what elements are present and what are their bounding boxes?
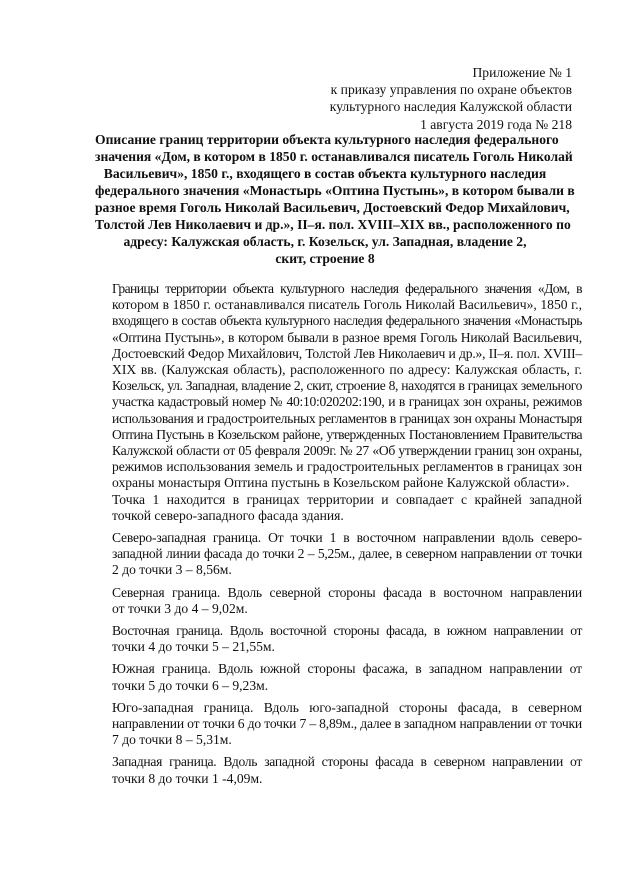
southwest-boundary-paragraph	[82, 700, 582, 749]
intro-paragraph	[82, 281, 582, 492]
west-boundary-paragraph	[82, 754, 582, 786]
appendix-header	[300, 64, 572, 133]
northwest-boundary-paragraph	[82, 530, 582, 579]
text-line: Оптина Пустынь в Козельском районе, утвержденных Постановлением Правительства	[112, 426, 582, 442]
text-line: Калужской области от 05 февраля 2009г. № 27 «Об утверждении границ зон охраны,	[112, 443, 582, 459]
text-line: Юго-западная граница. Вдоль юго-западной стороны фасада, в северном	[112, 699, 582, 715]
text-line: от точки 3 до 4 – 9,02м.	[112, 600, 248, 616]
text-line: Достоевский Федор Михайлович, Толстой Лев Николаевич и др.», II–я. пол. XVIII–	[112, 345, 582, 361]
appendix-order-date: 1 августа 2019 года № 218	[420, 116, 572, 132]
south-boundary-paragraph	[82, 661, 582, 693]
text-line: котором в 1850 г. останавливался писатель Гоголь Николай Васильевич», 1850 г.,	[112, 297, 582, 313]
text-line: 7 до точки 8 – 5,31м.	[112, 732, 232, 748]
text-line: Северная граница. Вдоль северной стороны фасада в восточном направлении	[112, 584, 582, 600]
text-line: точки 8 до точки 1 -4,09м.	[112, 770, 263, 786]
text-line: участка кадастровый номер № 40:10:020202:190, и в границах зон охраны, режимов	[112, 394, 582, 410]
text-line: точки 4 до точки 5 – 21,55м.	[112, 639, 275, 655]
title-line: федерального значения «Монастырь «Оптина Пустынь», в котором бывали в	[95, 183, 575, 198]
text-line: Западная граница. Вдоль западной стороны фасада в северном направлении от	[112, 754, 582, 770]
text-line: «Оптина Пустынь», в котором бывали в разное время Гоголь Николай Васильевич,	[112, 329, 582, 345]
text-line: Южная граница. Вдоль южной стороны фасажа, в западном направлении от	[112, 661, 582, 677]
appendix-number: Приложение № 1	[472, 65, 572, 80]
text-line: 2 до точки 3 – 8,56м.	[112, 562, 232, 578]
text-line: Северо-западная граница. От точки 1 в восточном направлении вдоль северо-	[112, 530, 582, 546]
text-line: Границы территории объекта культурного наследия федерального значения «Дом, в	[112, 281, 582, 296]
title-line: Васильевич», 1850 г., входящего в состав объекта культурного наследия	[103, 166, 547, 181]
title-line: скит, строение 8	[275, 251, 375, 266]
east-boundary-paragraph	[82, 623, 582, 655]
document-body	[82, 281, 582, 787]
point-1-paragraph	[82, 492, 582, 524]
text-line: Восточная граница. Вдоль восточной стороны фасада, в южном направлении от	[112, 623, 582, 639]
text-line: направлении от точки 6 до точки 7 – 8,89м., далее в западном направлении от точки	[112, 716, 582, 732]
text-line: использования и градостроительных регламентов в границах зон охраны Монастыря	[112, 410, 582, 426]
text-line: XIX вв. (Калужская область), расположенного по адресу: Калужская область, г.	[112, 362, 582, 378]
title-line: адресу: Калужская область, г. Козельск, ул. Западная, владение 2,	[123, 234, 527, 249]
text-line: точкой северо-западного фасада здания.	[112, 507, 344, 523]
title-line: значения «Дом, в котором в 1850 г. останавливался писатель Гоголь Николай	[95, 149, 573, 164]
title-line: Описание границ территории объекта культурного наследия федерального	[95, 132, 559, 147]
north-boundary-paragraph	[82, 585, 582, 617]
text-line: Козельск, ул. Западная, владение 2, скит, строение 8, находятся в границах земельного	[112, 378, 582, 394]
appendix-authority: культурного наследия Калужской области	[329, 99, 572, 115]
text-line: режимов использования земель и градостроительных регламентов в границах зон	[112, 459, 582, 475]
text-line: точки 5 до точки 6 – 9,23м.	[112, 677, 269, 693]
text-line: Точка 1 находится в границах территории и совпадает с крайней западной	[112, 491, 582, 507]
document-title	[95, 131, 575, 267]
title-line: Толстой Лев Николаевич и др.», II–я. пол. XVIII–XIX вв., расположенного по	[95, 217, 571, 232]
text-line: охраны монастыря Оптина пустынь в Козельском районе Калужской области».	[112, 475, 570, 491]
appendix-order-ref: к приказу управления по охране объектов	[330, 82, 572, 98]
text-line: входящего в состав объекта культурного наследия федерального значения «Монастырь	[112, 313, 582, 329]
text-line: западной линии фасада до точки 2 – 5,25м., далее, в северном направлении от точки	[112, 546, 582, 562]
title-line: разное время Гоголь Николай Васильевич, Достоевский Федор Михайлович,	[95, 200, 570, 215]
